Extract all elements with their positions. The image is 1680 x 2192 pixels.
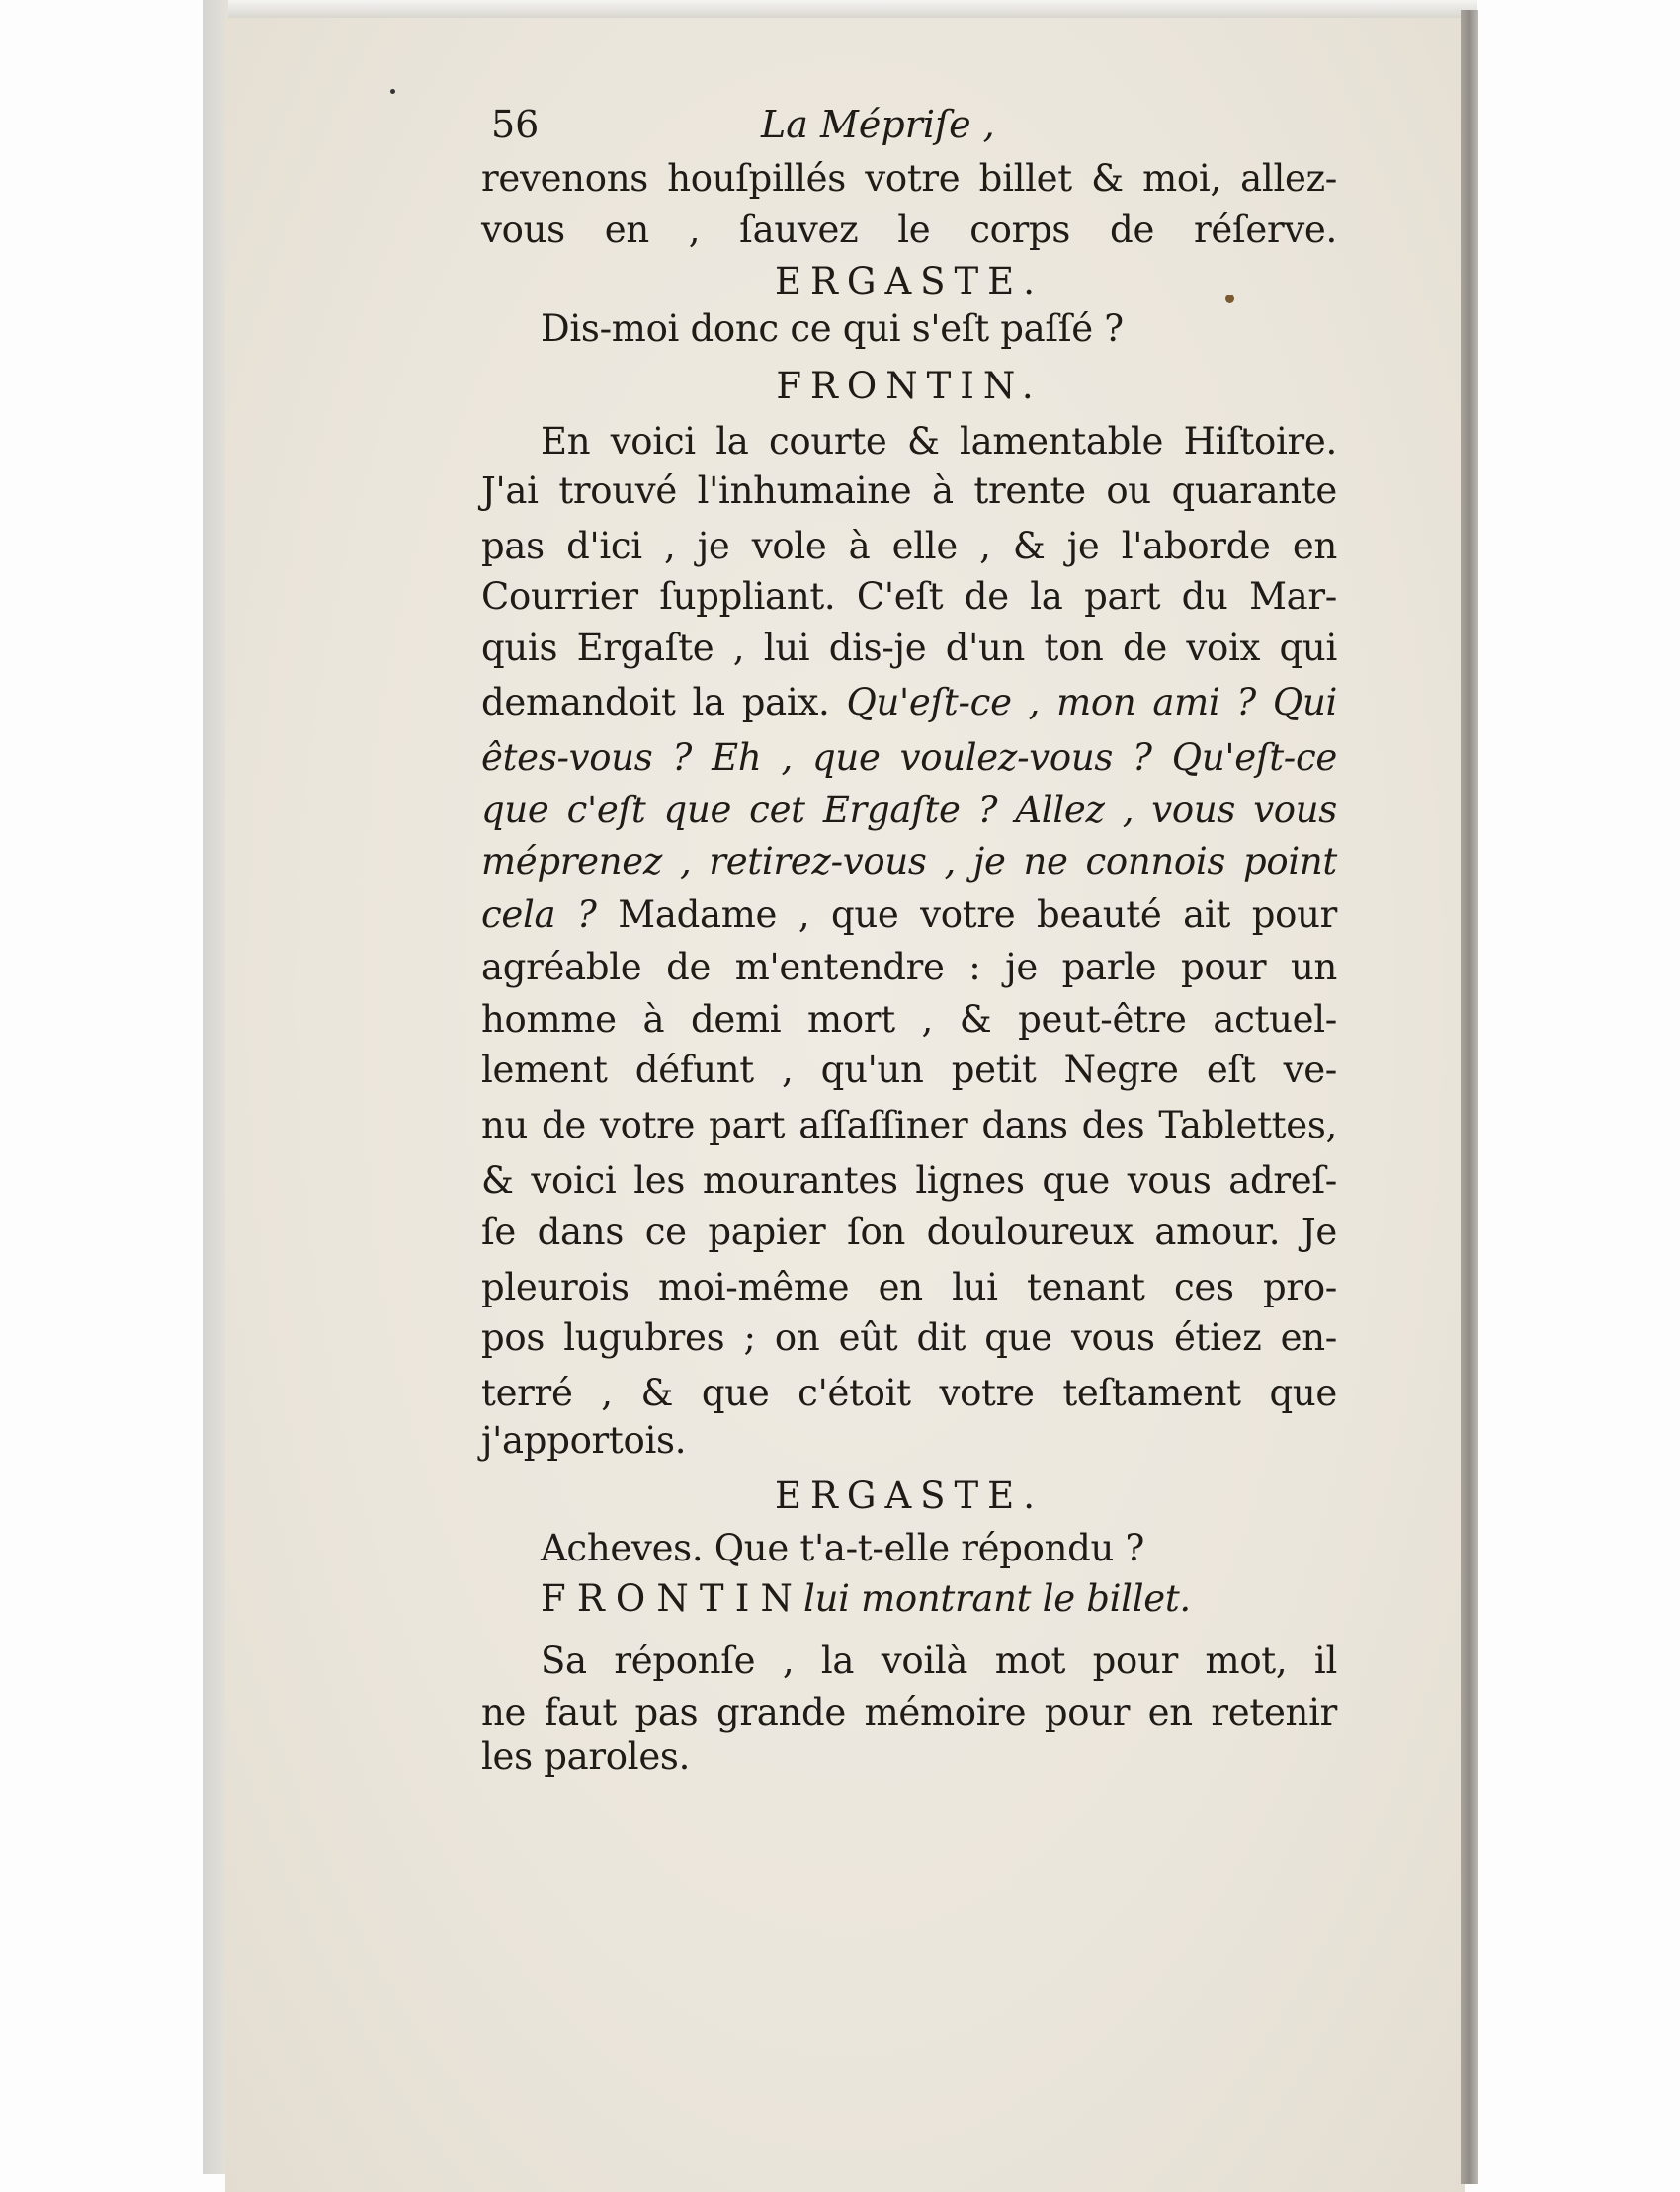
text-segment: pas d'ici , je vole à elle , & je l'aborde en: [481, 525, 1337, 567]
speaker-name: [481, 1475, 1337, 1517]
text-segment: vous en , ſauvez le corps de réſerve.: [481, 209, 1337, 251]
text-segment: agréable de m'entendre : je parle pour un: [481, 946, 1337, 988]
text-segment: Dis-moi donc ce qui s'eſt paſſé ?: [541, 307, 1124, 350]
text-segment: nu de votre part aſſaſſiner dans des Tablettes,: [481, 1104, 1337, 1146]
text-line: [481, 1159, 1337, 1202]
running-title: La Mépriſe ,: [761, 103, 995, 146]
text-line: [481, 525, 1337, 567]
text-segment: Courrier ſuppliant. C'eſt de la part du Mar-: [481, 575, 1337, 618]
text-segment: les paroles.: [481, 1735, 691, 1778]
text-segment: Madame , que votre beauté ait pour: [618, 893, 1337, 936]
text-line: [481, 627, 1337, 669]
text-line: [481, 575, 1337, 618]
text-line: [481, 469, 1337, 512]
italic-text: êtes-vous ? Eh , que voulez-vous ? Qu'eſt-ce: [481, 736, 1337, 779]
italic-text: Qu'eſt-ce , mon ami ? Qui: [846, 681, 1338, 723]
text-segment: FRONTIN.: [776, 365, 1043, 407]
text-line: [481, 840, 1337, 883]
text-segment: lement défunt , qu'un petit Negre eſt ve-: [481, 1049, 1337, 1091]
italic-text: cela ?: [481, 893, 619, 936]
text-segment: demandoit la paix.: [481, 681, 847, 723]
text-line: [481, 1049, 1337, 1091]
text-segment: ne faut pas grande mémoire pour en retenir: [481, 1691, 1337, 1733]
text-line: [541, 307, 1124, 350]
text-segment: J'ai trouvé l'inhumaine à trente ou quarante: [481, 469, 1337, 512]
text-line: [481, 1211, 1337, 1253]
text-line: [481, 946, 1337, 988]
text-segment: Sa réponſe , la voilà mot pour mot, il: [541, 1640, 1337, 1682]
text-line: [541, 1527, 1145, 1569]
text-line: [541, 1577, 1191, 1620]
text-line: [541, 1640, 1337, 1682]
text-line: [481, 1735, 691, 1778]
paper-speck: [390, 89, 395, 94]
text-segment: terré , & que c'étoit votre teſtament que: [481, 1372, 1337, 1414]
text-segment: homme à demi mort , & peut-être actuel-: [481, 998, 1337, 1041]
text-line: [481, 1419, 687, 1462]
text-line: [481, 1266, 1337, 1308]
text-line: [481, 209, 1337, 251]
text-segment: pos lugubres ; on eût dit que vous étiez en-: [481, 1316, 1337, 1359]
text-segment: & voici les mourantes lignes que vous adreſ-: [481, 1159, 1337, 1202]
italic-text: méprenez , retirez-vous , je ne connois point: [481, 840, 1337, 883]
italic-text: que c'eſt que cet Ergaſte ? Allez , vous vous: [481, 789, 1337, 831]
text-segment: ERGASTE.: [775, 260, 1044, 302]
text-line: [481, 736, 1337, 779]
text-line: [481, 1372, 1337, 1414]
text-line: [481, 789, 1337, 831]
text-segment: quis Ergaſte , lui dis-je d'un ton de voix qui: [481, 627, 1337, 669]
text-segment: F R O N T I N: [541, 1577, 804, 1620]
scan-top-edge: [203, 0, 1477, 18]
speaker-name: [481, 365, 1337, 407]
text-segment: ſe dans ce papier ſon douloureux amour. Je: [481, 1211, 1337, 1253]
text-segment: revenons houſpillés votre billet & moi, allez-: [481, 157, 1337, 200]
page-edge-shadow: [1461, 10, 1478, 2184]
text-line: [481, 1691, 1337, 1733]
text-line: [541, 420, 1337, 463]
text-line: [481, 1316, 1337, 1359]
text-segment: pleurois moi-même en lui tenant ces pro-: [481, 1266, 1337, 1308]
page-number: 56: [491, 103, 540, 146]
text-segment: j'apportois.: [481, 1419, 687, 1462]
italic-text: lui montrant le billet.: [803, 1577, 1191, 1620]
text-line: [481, 893, 1337, 936]
speaker-name: [481, 260, 1337, 302]
text-line: [481, 681, 1338, 723]
text-line: [481, 998, 1337, 1041]
text-line: [481, 1104, 1337, 1146]
text-line: [481, 157, 1337, 200]
text-segment: Acheves. Que t'a-t-elle répondu ?: [541, 1527, 1145, 1569]
text-segment: En voici la courte & lamentable Hiſtoire.: [541, 420, 1337, 463]
text-segment: ERGASTE.: [775, 1475, 1044, 1517]
